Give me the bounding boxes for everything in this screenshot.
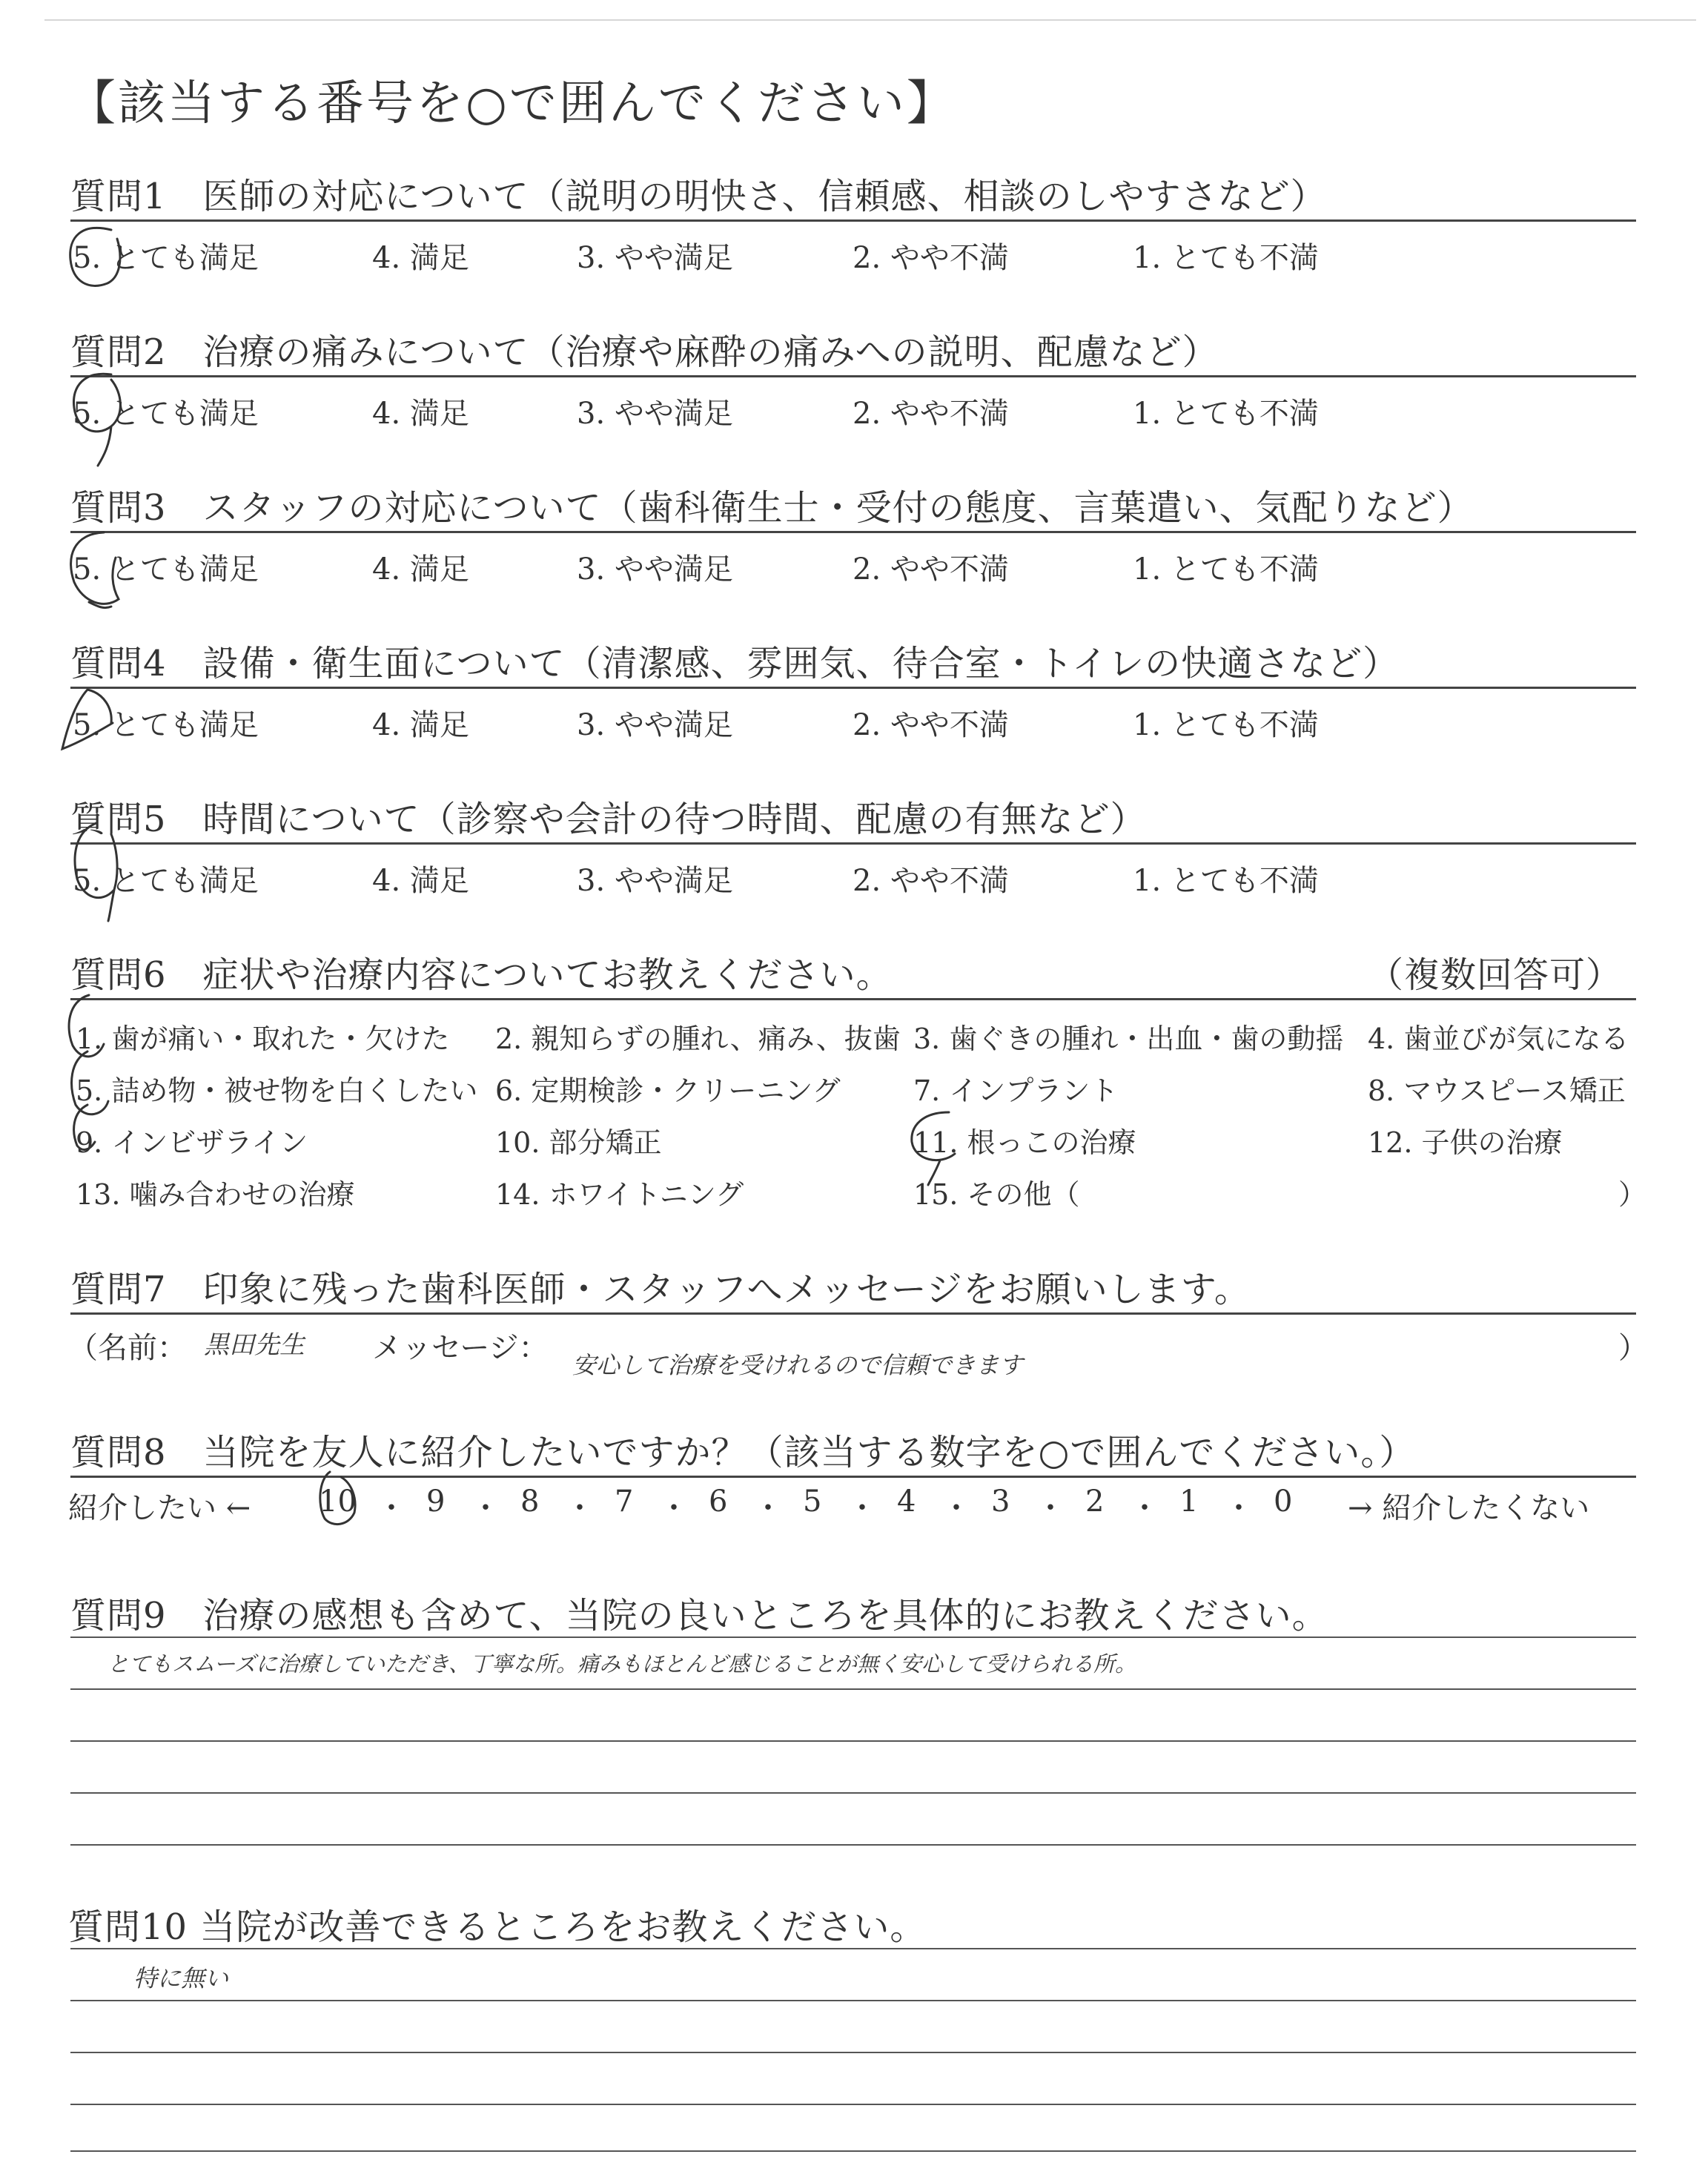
question-title: 質問7 印象に残った歯科医師・スタッフへメッセージをお願いします。 [70, 1269, 1251, 1310]
good-points-answer[interactable]: とてもスムーズに治療していただき、丁寧な所。痛みもほとんど感じることが無く安心して受けられる所。 [107, 1651, 1136, 1677]
option-4[interactable]: 4. 満足 [372, 708, 469, 742]
question-title: 質問8 当院を友人に紹介したいですか？（該当する数字を○で囲んでください。） [70, 1432, 1416, 1473]
symptom-item-13[interactable]: 13. 噛み合わせの治療 [76, 1178, 355, 1211]
symptom-item-14[interactable]: 14. ホワイトニング [495, 1178, 744, 1211]
q6-item11-circle [912, 1112, 955, 1185]
option-2[interactable]: 2. やや不満 [853, 241, 1009, 275]
symptom-item-7[interactable]: 7. インプラント [913, 1074, 1119, 1107]
scale-separator: ・ [1036, 1491, 1065, 1525]
scale-separator: ・ [1224, 1491, 1254, 1525]
name-value[interactable]: 黒田先生 [204, 1330, 305, 1360]
option-4[interactable]: 4. 満足 [372, 241, 469, 275]
question-title: 質問3 スタッフの対応について（歯科衛生士・受付の態度、言葉遣い、気配りなど） [70, 487, 1474, 529]
scale-value-10[interactable]: 10 [319, 1484, 357, 1519]
scale-separator: ・ [847, 1491, 877, 1525]
option-2[interactable]: 2. やや不満 [853, 864, 1009, 898]
message-value[interactable]: 安心して治療を受けれるので信頼できます [572, 1351, 1024, 1379]
scale-value-2[interactable]: 2 [1085, 1484, 1105, 1519]
scale-value-9[interactable]: 9 [426, 1484, 446, 1519]
message-close-paren: ） [1618, 1331, 1648, 1365]
question-title: 質問5 時間について（診察や会計の待つ時間、配慮の有無など） [70, 799, 1147, 840]
symptom-item-12[interactable]: 12. 子供の治療 [1368, 1126, 1563, 1159]
question-title: 質問9 治療の感想も含めて、当院の良いところを具体的にお教えください。 [70, 1595, 1328, 1636]
q1-selection-circle [70, 228, 120, 285]
option-1[interactable]: 1. とても不満 [1133, 241, 1319, 275]
option-4[interactable]: 4. 満足 [372, 397, 469, 431]
symptom-item-4[interactable]: 4. 歯並びが気になる [1368, 1023, 1629, 1055]
scale-value-8[interactable]: 8 [520, 1484, 540, 1519]
q8-selection-circle [320, 1472, 355, 1525]
option-4[interactable]: 4. 満足 [372, 552, 469, 587]
scale-value-4[interactable]: 4 [897, 1484, 916, 1519]
symptom-item-6[interactable]: 6. 定期検診・クリーニング [495, 1074, 841, 1107]
recommend-left-label: 紹介したい ← [68, 1491, 251, 1525]
symptom-item-9[interactable]: 9. インビザライン [76, 1126, 308, 1159]
option-3[interactable]: 3. やや満足 [577, 397, 733, 431]
option-3[interactable]: 3. やや満足 [577, 864, 733, 898]
option-1[interactable]: 1. とても不満 [1133, 397, 1319, 431]
recommend-right-label: → 紹介したくない [1348, 1491, 1590, 1525]
scale-separator: ・ [753, 1491, 783, 1525]
option-2[interactable]: 2. やや不満 [853, 552, 1009, 587]
option-3[interactable]: 3. やや満足 [577, 241, 733, 275]
symptom-item-8[interactable]: 8. マウスピース矯正 [1368, 1074, 1626, 1107]
option-2[interactable]: 2. やや不満 [853, 708, 1009, 742]
symptom-item-2[interactable]: 2. 親知らずの腫れ、痛み、抜歯 [495, 1023, 901, 1055]
q4-selection-circle [62, 690, 113, 749]
option-3[interactable]: 3. やや満足 [577, 708, 733, 742]
message-label: メッセージ： [372, 1331, 549, 1365]
option-5[interactable]: 5. とても満足 [73, 397, 259, 431]
q6-item1-circle [69, 995, 104, 1057]
q3-selection-circle [71, 532, 119, 608]
option-1[interactable]: 1. とても不満 [1133, 552, 1319, 587]
option-5[interactable]: 5. とても満足 [73, 864, 259, 898]
scale-value-0[interactable]: 0 [1274, 1484, 1293, 1519]
option-2[interactable]: 2. やや不満 [853, 397, 1009, 431]
question-title: 質問4 設備・衛生面について（清潔感、雰囲気、待合室・トイレの快適さなど） [70, 643, 1400, 684]
scale-separator: ・ [941, 1491, 971, 1525]
question-title: 質問6 症状や治療内容についてお教えください。 [70, 954, 893, 996]
scale-value-3[interactable]: 3 [991, 1484, 1010, 1519]
option-5[interactable]: 5. とても満足 [73, 241, 259, 275]
q2-selection-circle [73, 374, 120, 466]
other-close-paren: ） [1618, 1178, 1647, 1211]
page-header: 【該当する番号を○で囲んでください】 [68, 76, 956, 131]
q6-item9-circle [74, 1105, 95, 1149]
scale-value-7[interactable]: 7 [615, 1484, 634, 1519]
option-4[interactable]: 4. 満足 [372, 864, 469, 898]
symptom-item-1[interactable]: 1. 歯が痛い・取れた・欠けた [76, 1023, 450, 1055]
symptom-item-11[interactable]: 11. 根っこの治療 [913, 1126, 1136, 1159]
scale-separator: ・ [659, 1491, 689, 1525]
symptom-item-15[interactable]: 15. その他（ [913, 1178, 1080, 1211]
improvement-answer[interactable]: 特に無い [133, 1964, 229, 1992]
scale-separator: ・ [565, 1491, 595, 1525]
q6-item5-circle [72, 1051, 108, 1114]
scale-value-6[interactable]: 6 [709, 1484, 728, 1519]
q5-selection-circle [75, 823, 117, 921]
name-label: （名前： [68, 1331, 187, 1365]
option-1[interactable]: 1. とても不満 [1133, 708, 1319, 742]
scale-separator: ・ [377, 1491, 406, 1525]
symptom-item-3[interactable]: 3. 歯ぐきの腫れ・出血・歯の動揺 [913, 1023, 1344, 1055]
question-title: 質問2 治療の痛みについて（治療や麻酔の痛みへの説明、配慮など） [70, 331, 1219, 373]
option-5[interactable]: 5. とても満足 [73, 708, 259, 742]
question-title: 質問10 当院が改善できるところをお教えください。 [68, 1906, 927, 1948]
scale-value-1[interactable]: 1 [1179, 1484, 1199, 1519]
option-1[interactable]: 1. とても不満 [1133, 864, 1319, 898]
multiple-answers-note: （複数回答可） [1368, 954, 1623, 996]
option-5[interactable]: 5. とても満足 [73, 552, 259, 587]
scale-value-5[interactable]: 5 [803, 1484, 822, 1519]
scale-separator: ・ [471, 1491, 500, 1525]
symptom-item-10[interactable]: 10. 部分矯正 [495, 1126, 662, 1159]
option-3[interactable]: 3. やや満足 [577, 552, 733, 587]
question-title: 質問1 医師の対応について（説明の明快さ、信頼感、相談のしやすさなど） [70, 176, 1327, 217]
symptom-item-5[interactable]: 5. 詰め物・被せ物を白くしたい [76, 1074, 478, 1107]
scale-separator: ・ [1130, 1491, 1159, 1525]
